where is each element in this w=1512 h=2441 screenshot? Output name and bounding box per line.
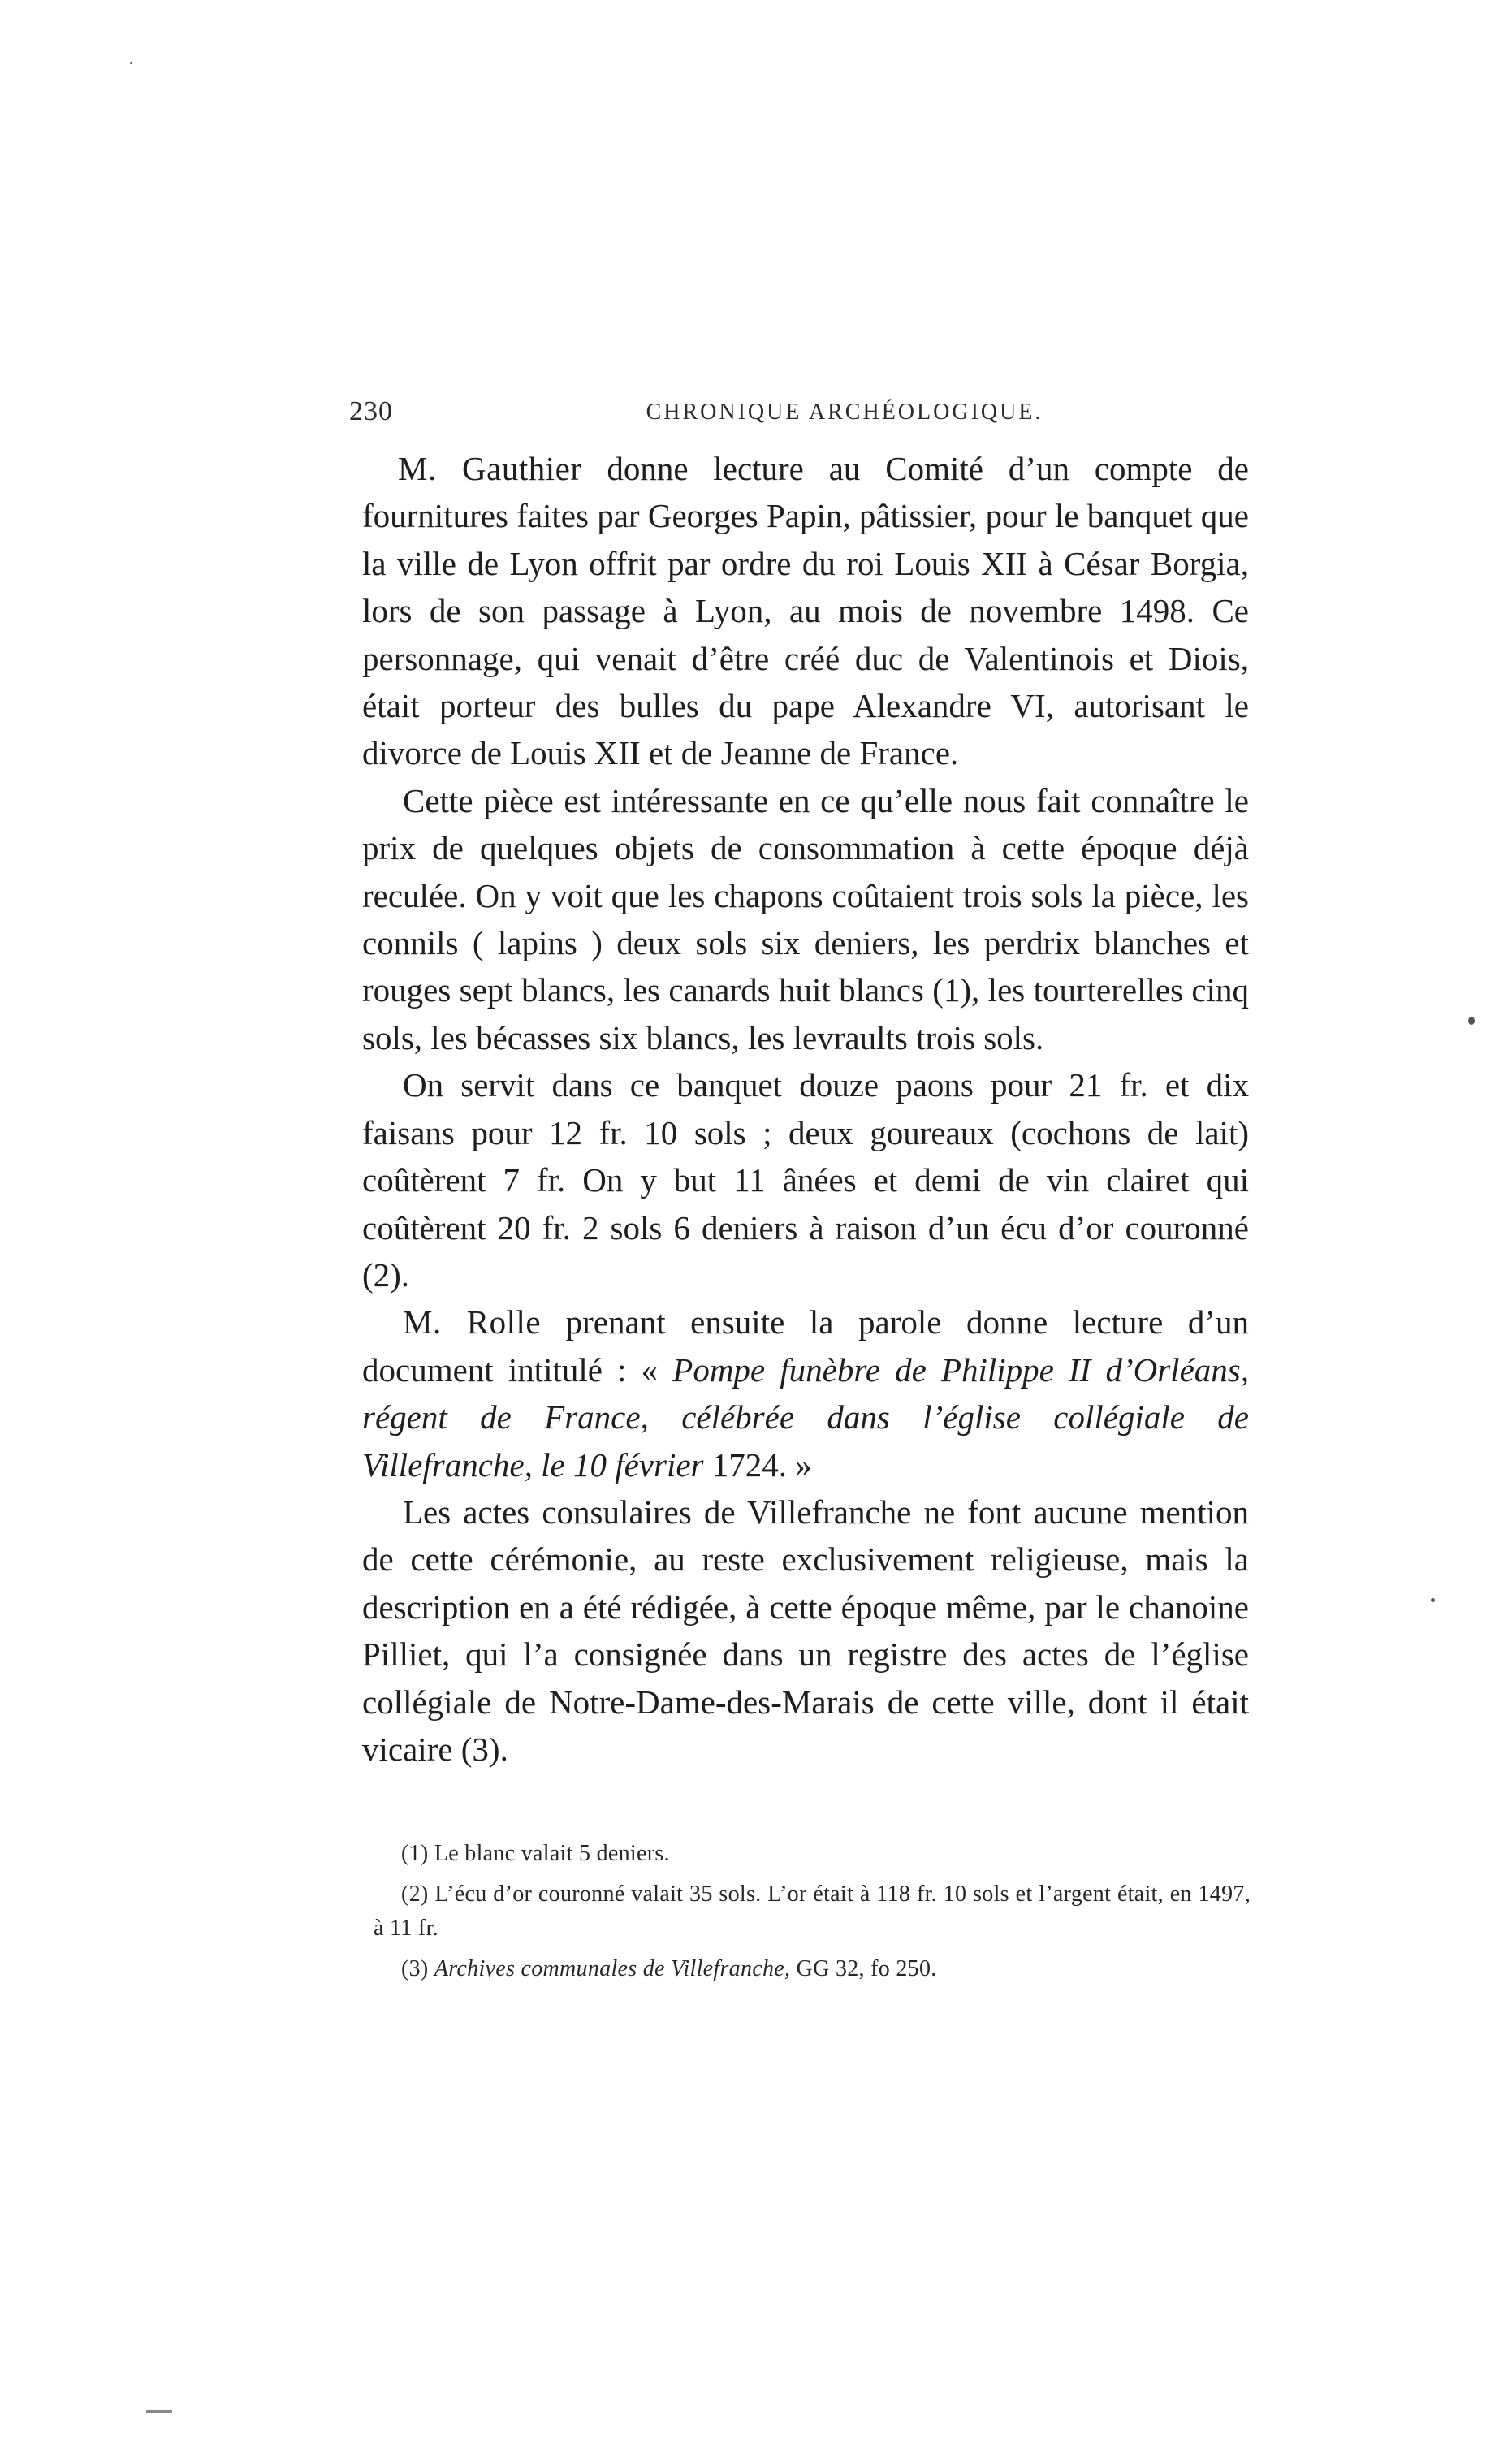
footnote-number: (3) <box>401 1956 434 1981</box>
ink-speck <box>130 62 132 64</box>
paragraph-villefranche: Les actes consulaires de Villefranche ne font aucune mention de cette cérémonie, au reste exclusivement religieuse, mais la description en a été rédigée, à cette époque même, par le chanoine Pilliet, qui l’a consignée dans un registre des actes de l’église collégiale de Notre-Dame-des-Marais de cette ville, dont il était vicaire (3). <box>362 1493 1249 1768</box>
paragraph-gauthier <box>362 445 1249 777</box>
footnote-text: GG 32, fo 250. <box>790 1956 937 1981</box>
footnote-1: (1) Le blanc valait 5 deniers. <box>401 1841 670 1866</box>
footnotes <box>374 1837 1251 1986</box>
document-title: Pompe funèbre de Philippe II d’Orléans, régent de France, célébrée dans l’église collégiale de Villefranche, le 10 février <box>362 1350 1249 1484</box>
page-header <box>349 396 1251 437</box>
footnote-2: (2) L’écu d’or couronné valait 35 sols. L’or était à 118 fr. 10 sols et l’argent était, en 1497, à 11 fr. <box>374 1882 1251 1941</box>
paragraph-prices: Cette pièce est intéressante en ce qu’elle nous fait connaître le prix de quelques objets de consommation à cette époque déjà reculée. On y voit que les chapons coûtaient trois sols la pièce, les connils ( lapins ) deux sols six deniers, les perdrix blanches et rouges sept blancs, les canards huit blancs (1), les tourterelles cinq sols, les bécasses six blancs, les levraults trois sols. <box>362 781 1249 1056</box>
paragraph-text: prenant ensuite la parole donne lecture d’un document intitulé : « <box>362 1303 1249 1389</box>
speaker-name: M. Rolle <box>403 1303 542 1341</box>
page-edge-mark <box>146 2410 172 2413</box>
paragraph-rolle <box>362 1298 1249 1488</box>
running-title: CHRONIQUE ARCHÉOLOGIQUE. <box>646 400 1043 425</box>
archive-title: Archives communales de Villefranche, <box>434 1956 791 1981</box>
ink-speck <box>1431 1598 1435 1602</box>
body-text <box>362 445 1249 1773</box>
ink-speck <box>1468 1017 1475 1025</box>
paragraph-text: 1724. » <box>703 1445 812 1484</box>
footnote-3 <box>374 1952 1251 1986</box>
paragraph-banquet: On servit dans ce banquet douze paons pour 21 fr. et dix faisans pour 12 fr. 10 sols ; deux goureaux (cochons de lait) coûtèrent 7 fr. On y but 11 ânées et demi de vin clairet qui coûtèrent 20 fr. 2 sols 6 deniers à raison d’un écu d’or couronné (2). <box>362 1066 1249 1294</box>
speaker-name: M. Gauthier <box>398 450 582 487</box>
paragraph-text: donne lecture au Comité d’un compte de fournitures faites par Georges Papin, pâtissier, pour le banquet que la ville de Lyon offrit par ordre du roi Louis XII à César Borgia, lors de son passage à Lyon, au mois de novembre 1498. Ce personnage, qui venait d’être créé duc de Valentinois et Diois, était porteur des bulles du pape Alexandre VI, autorisant le divorce de Louis XII et de Jeanne de France. <box>362 450 1249 772</box>
page-number: 230 <box>349 396 393 426</box>
